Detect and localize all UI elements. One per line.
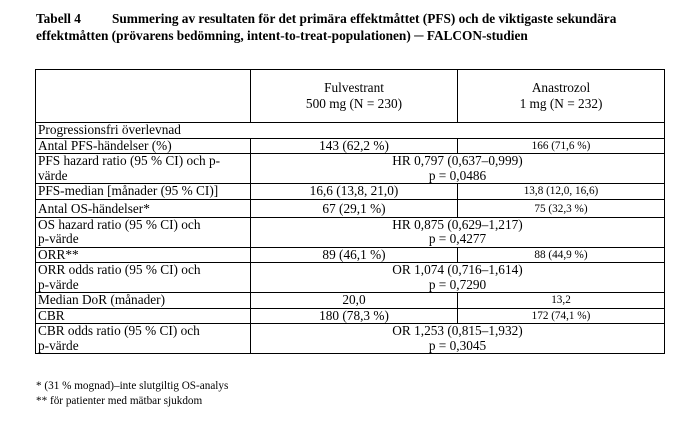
hazard-ratio-value: HR 0,875 (0,629–1,217) bbox=[392, 216, 523, 232]
cell-combined bbox=[251, 263, 665, 293]
table-row bbox=[36, 247, 665, 263]
header-fulvestrant-dose: 500 mg (N = 230) bbox=[305, 96, 403, 111]
row-label: ORR** bbox=[36, 247, 251, 263]
table-row bbox=[36, 199, 665, 217]
p-value: p = 0,7290 bbox=[428, 276, 487, 292]
row-label: Antal PFS-händelser (%) bbox=[36, 138, 251, 154]
table-caption bbox=[36, 10, 666, 44]
table-row bbox=[36, 308, 665, 324]
row-label-line: ORR odds ratio (95 % CI) och bbox=[38, 262, 201, 277]
cell-fulvestrant: 67 (29,1 %) bbox=[251, 199, 458, 217]
row-label: Antal OS-händelser* bbox=[36, 199, 251, 217]
row-label bbox=[36, 217, 251, 247]
p-value: p = 0,4277 bbox=[428, 231, 487, 246]
row-label-line: CBR odds ratio (95 % CI) och bbox=[38, 323, 200, 338]
cell-anastrozol: 13,8 (12,0, 16,6) bbox=[458, 184, 665, 200]
cell-anastrozol: 172 (74,1 %) bbox=[458, 308, 665, 324]
table-row bbox=[36, 184, 665, 200]
table-row bbox=[36, 154, 665, 184]
cell-fulvestrant: 89 (46,1 %) bbox=[251, 247, 458, 263]
section-heading: Progressionsfri överlevnad bbox=[36, 123, 665, 139]
header-anastrozol bbox=[458, 70, 665, 123]
table-row bbox=[36, 293, 665, 309]
row-label bbox=[36, 154, 251, 184]
cell-fulvestrant: 180 (78,3 %) bbox=[251, 308, 458, 324]
cell-combined bbox=[251, 324, 665, 354]
header-anastrozol-name: Anastrozol bbox=[531, 80, 591, 95]
footnotes bbox=[36, 379, 228, 409]
hazard-ratio-value: HR 0,797 (0,637–0,999) bbox=[392, 153, 523, 168]
cell-combined bbox=[251, 217, 665, 247]
odds-ratio-value: OR 1,253 (0,815–1,932) bbox=[392, 323, 523, 338]
table-row bbox=[36, 324, 665, 354]
row-label bbox=[36, 263, 251, 293]
table-row bbox=[36, 138, 665, 154]
row-label: CBR bbox=[36, 308, 251, 324]
cell-anastrozol: 88 (44,9 %) bbox=[458, 247, 665, 263]
row-label: Median DoR (månader) bbox=[36, 293, 251, 309]
cell-fulvestrant: 20,0 bbox=[251, 293, 458, 309]
table-row bbox=[36, 217, 665, 247]
row-label: PFS-median [månader (95 % CI)] bbox=[36, 184, 251, 200]
row-label bbox=[36, 324, 251, 354]
header-empty-cell bbox=[36, 70, 251, 123]
cell-anastrozol: 75 (32,3 %) bbox=[458, 199, 665, 217]
p-value: p = 0,0486 bbox=[428, 167, 487, 183]
row-label-line: p-värde bbox=[38, 337, 79, 353]
results-table bbox=[35, 69, 665, 354]
cell-fulvestrant: 16,6 (13,8, 21,0) bbox=[251, 184, 458, 200]
caption-label: Tabell 4 bbox=[36, 11, 81, 26]
odds-ratio-value: OR 1,074 (0,716–1,614) bbox=[392, 262, 523, 277]
row-label-line: OS hazard ratio (95 % CI) och bbox=[38, 216, 201, 232]
cell-combined bbox=[251, 154, 665, 184]
cell-anastrozol: 13,2 bbox=[458, 293, 665, 309]
table-header-row bbox=[36, 70, 665, 123]
cell-fulvestrant: 143 (62,2 %) bbox=[251, 138, 458, 154]
table-row bbox=[36, 123, 665, 139]
caption-text: Summering av resultaten för det primära effektmåttet (PFS) och de viktigaste sekundära effektmåtten (prövarens bedömning, intent-to-treat-populationen) ─ FALCON-studien bbox=[36, 11, 617, 43]
row-label-line: p-värde bbox=[38, 231, 79, 246]
table-row bbox=[36, 263, 665, 293]
row-label-line: PFS hazard ratio (95 % CI) och p- bbox=[38, 153, 221, 168]
row-label-line: värde bbox=[38, 167, 68, 183]
footnote-os: * (31 % mognad)–inte slutgiltig OS-analys bbox=[36, 380, 229, 392]
cell-anastrozol: 166 (71,6 %) bbox=[458, 138, 665, 154]
p-value: p = 0,3045 bbox=[428, 337, 487, 353]
row-label-line: p-värde bbox=[38, 276, 79, 292]
header-fulvestrant-name: Fulvestrant bbox=[324, 80, 384, 95]
header-anastrozol-dose: 1 mg (N = 232) bbox=[519, 96, 603, 111]
header-fulvestrant bbox=[251, 70, 458, 123]
footnote-orr: ** för patienter med mätbar sjukdom bbox=[36, 395, 203, 407]
